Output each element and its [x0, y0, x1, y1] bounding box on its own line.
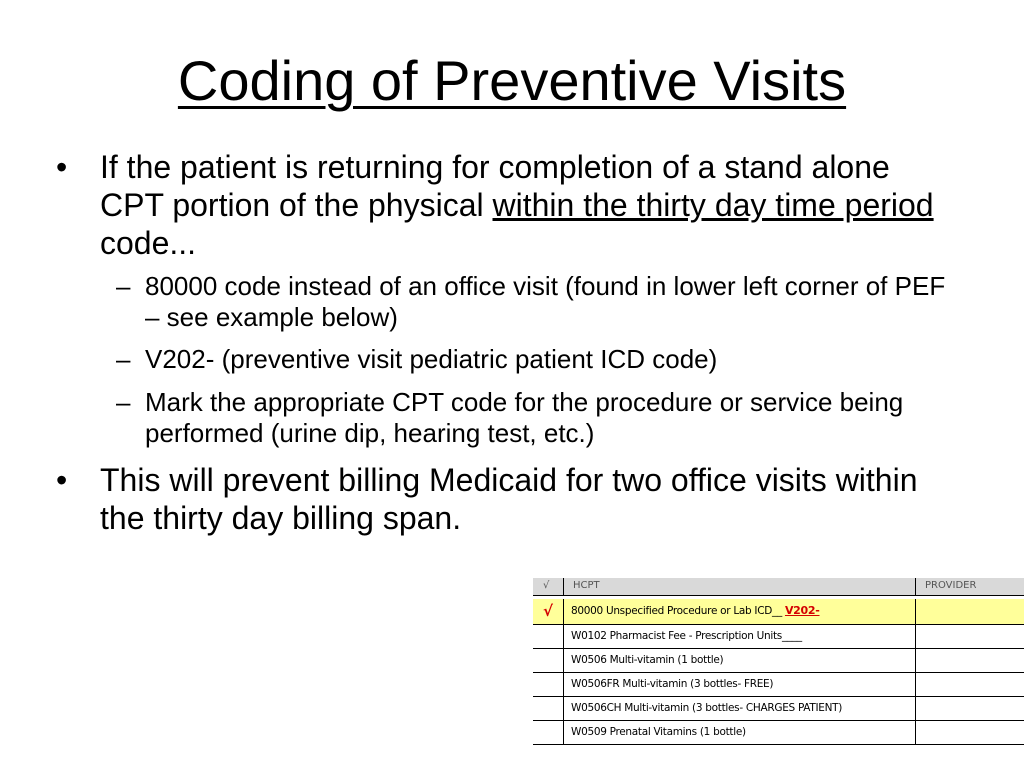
- column-divider: [563, 599, 564, 624]
- table-row: [533, 697, 1024, 721]
- column-divider: [563, 578, 564, 595]
- table-row: [533, 649, 1024, 673]
- row-text: W0509 Prenatal Vitamins (1 bottle): [571, 726, 746, 738]
- column-divider: [563, 625, 564, 648]
- bullet-text-part: code...: [100, 225, 197, 261]
- dash-icon: –: [116, 387, 131, 417]
- column-divider: [563, 673, 564, 696]
- column-divider: [915, 578, 916, 595]
- column-divider: [915, 599, 916, 624]
- table-row: [533, 673, 1024, 697]
- pef-header-row: [533, 578, 1024, 596]
- column-divider: [915, 625, 916, 648]
- dash-icon: –: [116, 344, 131, 374]
- check-column-header: √: [543, 580, 550, 591]
- row-text: [571, 604, 820, 617]
- row-blank-line: ____: [781, 630, 802, 642]
- column-divider: [563, 649, 564, 672]
- sub-bullet-text: Mark the appropriate CPT code for the procedure or service being performed (urine dip, hearing test, etc.): [145, 387, 904, 448]
- code-column-header: HCPT: [573, 580, 600, 591]
- column-divider: [563, 721, 564, 744]
- sub-bullet-text: 80000 code instead of an office visit (found in lower left corner of PEF – see example below): [145, 271, 946, 332]
- column-divider: [915, 649, 916, 672]
- column-divider: [915, 721, 916, 744]
- bullet-dot-icon: •: [56, 462, 68, 498]
- underlined-phrase: within the thirty day time period: [492, 187, 934, 223]
- bullet-dot-icon: •: [56, 149, 68, 185]
- row-text: W0506FR Multi-vitamin (3 bottles- FREE): [571, 678, 774, 690]
- bullet-text: [100, 148, 940, 262]
- row-text: W0506 Multi-vitamin (1 bottle): [571, 654, 724, 666]
- table-row: [533, 625, 1024, 649]
- table-row: [533, 721, 1024, 745]
- row-text: [571, 630, 802, 642]
- dash-icon: –: [116, 271, 131, 301]
- sub-bullet-text: V202- (preventive visit pediatric patient ICD code): [145, 344, 718, 374]
- provider-column-header: PROVIDER: [925, 580, 977, 591]
- column-divider: [915, 673, 916, 696]
- column-divider: [563, 697, 564, 720]
- pef-form-excerpt: [533, 578, 1024, 768]
- icd-code: V202-: [784, 604, 820, 617]
- column-divider: [915, 697, 916, 720]
- row-text: W0506CH Multi-vitamin (3 bottles- CHARGES PATIENT): [571, 702, 843, 714]
- slide-title: Coding of Preventive Visits: [177, 49, 847, 112]
- row-blank-line: __: [772, 605, 782, 617]
- bullet-text: This will prevent billing Medicaid for two office visits within the thirty day billing span.: [100, 462, 918, 536]
- bullet-text-part: If the patient is returning for completion of a stand alone CPT portion of the physical: [100, 149, 890, 223]
- row-code-text: W0102 Pharmacist Fee - Prescription Units: [571, 630, 782, 642]
- checkmark-icon: √: [542, 602, 553, 620]
- table-row: [533, 599, 1024, 625]
- row-code-text: 80000 Unspecified Procedure or Lab ICD: [571, 605, 773, 617]
